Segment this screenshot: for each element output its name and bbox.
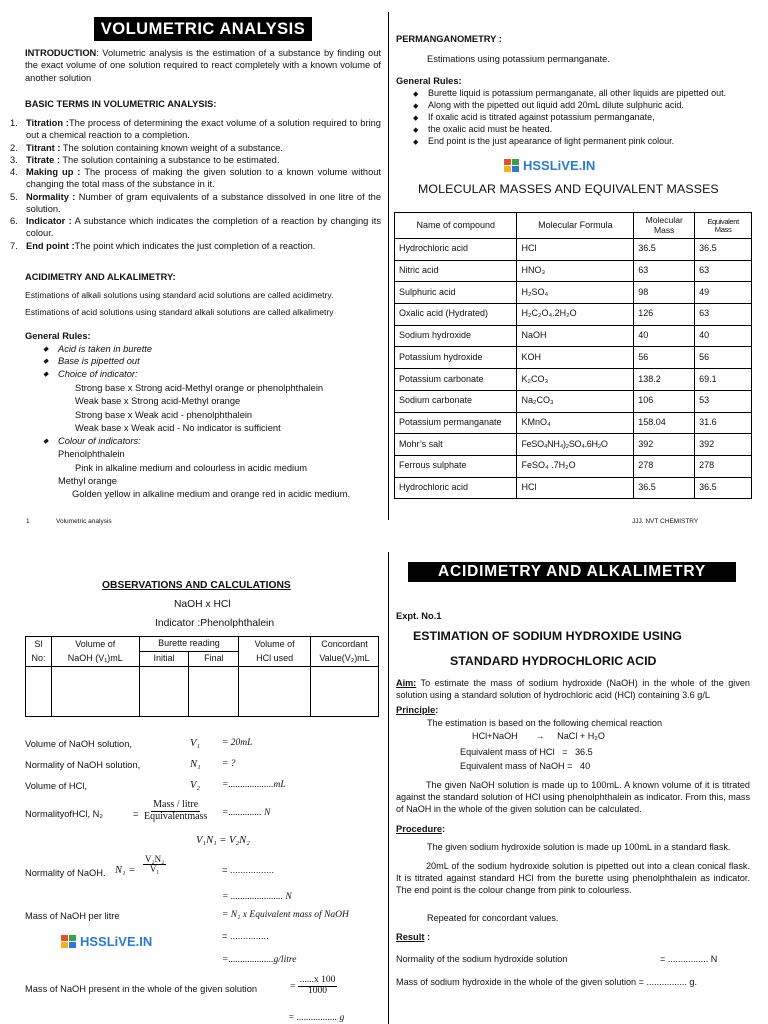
experiment-title-line2: STANDARD HYDROCHLORIC ACID (450, 654, 657, 668)
table-cell: HCl (517, 477, 634, 499)
naoh-normality2-value1: = ................. (222, 865, 274, 875)
table-row (395, 239, 752, 261)
molecular-masses-heading: MOLECULAR MASSES AND EQUIVALENT MASSES (418, 182, 719, 196)
procedure-step2: 20mL of the sodium hydroxide solution is pipetted out into a clean conical flask. It is titrated against standard HCl from the burette using phenolphthalein as indicator. The end point is the colour change from pink to colourless. (396, 861, 750, 895)
indicator-choice: Strong base x Weak acid - phenolphthalein (75, 409, 253, 420)
table-cell: Sulphuric acid (395, 282, 517, 304)
intro-label: INTRODUCTION (25, 48, 97, 58)
term-item: 4. Making up : The process of making the given solution to a known volume without changing the total mass of the substance in it. (10, 167, 381, 190)
general-rules-heading: General Rules: (25, 331, 91, 341)
table-row (395, 390, 752, 412)
basic-terms-heading: BASIC TERMS IN VOLUMETRIC ANALYSIS: (25, 99, 217, 109)
table-cell: H₂C₂O₄.2H₂O (517, 304, 634, 326)
table-cell: 31.6 (695, 412, 752, 434)
table-cell: 36.5 (634, 477, 695, 499)
observations-subtitle: NaOH x HCl (174, 599, 231, 610)
table-cell: 63 (695, 304, 752, 326)
table-cell: Potassium hydroxide (395, 347, 517, 369)
table-cell: 49 (695, 282, 752, 304)
principle-text: The estimation is based on the following chemical reaction (427, 718, 663, 728)
table-cell: HNO₃ (517, 260, 634, 282)
term-item: 1. Titration :The process of determining the exact volume of a solution required to bring out a chemical reaction to a completion. (10, 118, 381, 141)
equivalent-mass-naoh: Equivalent mass of NaOH = 40 (460, 761, 591, 771)
naoh-volume-label: Volume of NaOH solution, (25, 739, 132, 749)
procedure-label: Procedure: (396, 824, 446, 834)
principle-paragraph: The given NaOH solution is made up to 100mL. A known volume of it is titrated against the standard solution of HCl using phenolphthalein as indicator. From this, mass of NaOH in the whole of the given solution can be calculated. (396, 780, 750, 814)
mass-whole-label: Mass of NaOH present in the whole of the given solution (25, 984, 258, 994)
experiment-number: Expt. No.1 (396, 611, 442, 621)
rule-item: ◆ Acid is taken in burette (40, 343, 152, 355)
rule-item: ◆ End point is the just apearance of light permanent pink colour. (410, 136, 726, 148)
naoh-normality2-fraction: $\frac{\text{V₂N₂}}{\text{V₁}}$ (145, 854, 165, 875)
table-row (395, 412, 752, 434)
mass-per-litre-value2: = ............... (222, 931, 269, 941)
indicator-subtitle: Indicator :Phenolphthalein (155, 618, 275, 629)
naoh-normality-value: = ? (222, 759, 236, 769)
table-cell: Potassium permanganate (395, 412, 517, 434)
table-row (395, 369, 752, 391)
table-cell[interactable] (311, 667, 379, 717)
table-cell: Nitric acid (395, 260, 517, 282)
mass-per-litre-label: Mass of NaOH per litre (25, 911, 120, 921)
table-header-row (395, 213, 752, 239)
mass-whole-fraction: = $\frac{......x 100}{1000}$ (290, 975, 336, 996)
logo-text: HSSLiVE.IN (80, 934, 153, 949)
mass-per-litre-value1: = N₁ x Equivalent mass of NaOH (222, 910, 349, 920)
page-title: VOLUMETRIC ANALYSIS (94, 17, 312, 41)
table-row (395, 477, 752, 499)
table-body (395, 239, 752, 499)
naoh-normality2-symbol: N₁ = (115, 865, 136, 876)
table-header: Name of compound (395, 213, 517, 239)
table-cell: 138.2 (634, 369, 695, 391)
result-normality-label: Normality of the sodium hydroxide solution (396, 954, 568, 964)
table-header: Molecular Formula (517, 213, 634, 239)
result-normality-value: = ................ N (660, 954, 718, 964)
permanganometry-text: Estimations using potassium permanganate. (427, 54, 610, 64)
table-cell: 126 (634, 304, 695, 326)
table-cell: Mohr’s salt (395, 434, 517, 456)
table-cell: 40 (695, 325, 752, 347)
result-label: Result : (396, 932, 431, 942)
table-row (395, 282, 752, 304)
table-cell: 56 (634, 347, 695, 369)
normality-relation: V₁N₁ = V₂N₂ (196, 835, 250, 846)
aim-paragraph (396, 677, 750, 701)
table-header: Initial (139, 652, 189, 667)
table-cell: 98 (634, 282, 695, 304)
mass-per-litre-value3: =...................g/litre (222, 955, 297, 965)
principle-label: Principle: (396, 705, 439, 715)
table-header: Volume of NaOH (V₁)mL (51, 637, 139, 667)
aim-label: Aim: (396, 678, 417, 688)
table-header: Final (189, 652, 239, 667)
table-cell: Oxalic acid (Hydrated) (395, 304, 517, 326)
acid-rules-list (40, 343, 152, 380)
table-cell: 69.1 (695, 369, 752, 391)
table-cell: 36.5 (634, 239, 695, 261)
phenolphthalein-label: Phenolphthalein (58, 449, 125, 459)
footer-right: JJJ. NVT CHEMISTRY (632, 518, 699, 525)
table-cell: 392 (634, 434, 695, 456)
methyl-orange-colour: Golden yellow in alkaline medium and orange red in acidic medium. (72, 489, 351, 499)
term-item: 6. Indicator : A substance which indicates the completion of a reaction by changing its colour. (10, 216, 382, 239)
table-cell: 53 (695, 390, 752, 412)
hcl-volume-value: =...................mL (222, 780, 286, 790)
indicator-choice: Weak base x Strong acid-Methyl orange (75, 396, 241, 407)
molecular-masses-table (394, 212, 752, 499)
rule-item: ◆ Colour of indicators: (40, 435, 141, 447)
chemical-reaction: HCl+NaOH → NaCl + H₂O (472, 731, 605, 741)
procedure-step1: The given sodium hydroxide solution is made up 100mL in a standard flask. (427, 842, 731, 852)
table-cell: NaOH (517, 325, 634, 347)
table-cell: 106 (634, 390, 695, 412)
table-cell: 392 (695, 434, 752, 456)
alkalimetry-definition: Estimations of acid solutions using standard alkali solutions are called alkalimetry (25, 307, 334, 317)
table-cell: Sodium hydroxide (395, 325, 517, 347)
naoh-normality-label: Normality of NaOH solution, (25, 760, 141, 770)
table-header: Burette reading (139, 637, 239, 652)
acid-alk-heading: ACIDIMETRY AND ALKALIMETRY: (25, 272, 176, 282)
table-cell: Potassium carbonate (395, 369, 517, 391)
rule-item: ◆ Along with the pipetted out liquid add 20mL dilute sulphuric acid. (410, 100, 726, 112)
table-cell: FeSO₄NH₄)₂SO₄.6H₂O (517, 434, 634, 456)
table-cell: Hydrochloric acid (395, 239, 517, 261)
table-cell[interactable] (139, 667, 189, 717)
rule-item: ◆ Base is pipetted out (40, 355, 152, 367)
term-item: 5. Normality : Number of gram equivalents of a substance dissolved in one litre of the solution. (10, 191, 381, 214)
table-cell: K₂CO₃ (517, 369, 634, 391)
hcl-normality-equals: = (133, 809, 139, 819)
naoh-normality2-value2: = ...................... N (222, 892, 292, 902)
table-header: Volume of HCl used (239, 637, 311, 667)
table-row (395, 304, 752, 326)
table-cell: KMnO₄ (517, 412, 634, 434)
table-cell: H₂SO₄ (517, 282, 634, 304)
table-cell: 158.04 (634, 412, 695, 434)
table-cell: HCl (517, 239, 634, 261)
indicator-choice: Weak base x Weak acid - No indicator is sufficient (75, 422, 281, 433)
term-item: 7. End point :The point which indicates the just completion of a reaction. (10, 240, 316, 251)
table-cell[interactable] (189, 667, 239, 717)
hcl-volume-symbol: V₂ (190, 780, 201, 791)
hcl-normality-label: NormalityofHCl, N₂ (25, 809, 103, 819)
logo-icon (504, 159, 520, 173)
table-row (395, 455, 752, 477)
procedure-step3: Repeated for concordant values. (427, 913, 559, 923)
table-cell: 63 (634, 260, 695, 282)
hcl-volume-label: Volume of HCl, (25, 781, 88, 791)
table-cell[interactable] (26, 667, 52, 717)
aim-text: To estimate the mass of sodium hydroxide (NaOH) in the whole of the given solution using a standard solution of hydrochloric acid (HCl) containing 3.6 g/L (396, 678, 750, 700)
indicator-choices (75, 382, 323, 435)
table-cell: 278 (634, 455, 695, 477)
rule-item: ◆ Choice of indicator: (40, 368, 152, 380)
naoh-normality2-label: Normality of NaOH. (25, 868, 106, 878)
table-cell: FeSO₄ .7H₂O (517, 455, 634, 477)
introduction (25, 47, 381, 84)
table-cell: Ferrous sulphate (395, 455, 517, 477)
table-cell[interactable] (239, 667, 311, 717)
table-row (395, 260, 752, 282)
table-cell: KOH (517, 347, 634, 369)
observations-heading: OBSERVATIONS AND CALCULATIONS (102, 580, 291, 591)
footer-page-number: 1 (26, 518, 30, 525)
equivalent-mass-hcl: Equivalent mass of HCl = 36.5 (460, 747, 593, 757)
experiment-title-line1: ESTIMATION OF SODIUM HYDROXIDE USING (413, 629, 682, 643)
table-cell: 36.5 (695, 239, 752, 261)
table-cell: Hydrochloric acid (395, 477, 517, 499)
rule-item: ◆ If oxalic acid is titrated against potassium permanganate, (410, 112, 726, 124)
observation-table (25, 636, 379, 717)
logo-icon (61, 935, 77, 949)
table-cell: Na₂CO₃ (517, 390, 634, 412)
hsslive-logo (504, 157, 595, 174)
naoh-normality-symbol: N₁ (190, 759, 201, 770)
permanganometry-rules (410, 88, 726, 147)
table-row (26, 667, 379, 717)
table-cell[interactable] (51, 667, 139, 717)
right-general-rules-heading: General Rules: (396, 76, 462, 86)
permanganometry-heading: PERMANGANOMETRY : (396, 34, 502, 44)
table-header: Concordant Value(V₂)mL (311, 637, 379, 667)
table-cell: 278 (695, 455, 752, 477)
result-mass: Mass of sodium hydroxide in the whole of the given solution = ................ g. (396, 977, 698, 987)
acidimetry-definition: Estimations of alkali solutions using standard acid solutions are called acidimetry. (25, 290, 334, 300)
term-item: 2. Titrant : The solution containing known weight of a substance. (10, 142, 284, 153)
rule-item: ◆ Burette liquid is potassium permanganate, all other liquids are pipetted out. (410, 88, 726, 100)
table-cell: 36.5 (695, 477, 752, 499)
naoh-volume-symbol: V₁ (190, 738, 201, 749)
intro-text: : Volumetric analysis is the estimation of a substance by finding out the exact volume of one solution required to react completely with a known volume of another solution (25, 48, 381, 83)
table-cell: 40 (634, 325, 695, 347)
rule-item-continuation: ◆ the oxalic acid must be heated. (410, 124, 726, 136)
methyl-orange-label: Methyl orange (58, 476, 117, 486)
table-header: Sl No: (26, 637, 52, 667)
hcl-normality-value: =.............. N (222, 808, 271, 818)
indicator-choice: Strong base x Strong acid-Methyl orange or phenolphthalein (75, 383, 324, 393)
colour-rule (40, 435, 141, 447)
naoh-volume-value: = 20mL (222, 738, 253, 748)
term-item: 3. Titrate : The solution containing a substance to be estimated. (10, 154, 280, 165)
hsslive-logo (61, 933, 152, 950)
table-row (395, 325, 752, 347)
section-title: ACIDIMETRY AND ALKALIMETRY (408, 562, 736, 582)
phenolphthalein-colour: Pink in alkaline medium and colourless in acidic medium (75, 463, 308, 473)
footer-left: Volumetric analysis (56, 518, 112, 525)
terms-list (10, 117, 381, 252)
table-header: Equivalent Mass (695, 213, 752, 239)
hcl-normality-fraction: $\frac{\text{Mass / litre}}{\text{Equivalentmass}}$ (144, 799, 208, 822)
table-row (395, 434, 752, 456)
table-cell: 63 (695, 260, 752, 282)
table-cell: 56 (695, 347, 752, 369)
logo-text: HSSLiVE.IN (523, 158, 596, 173)
table-row (395, 347, 752, 369)
table-header: Molecular Mass (634, 213, 695, 239)
column-divider (388, 552, 389, 1024)
table-cell: Sodium carbonate (395, 390, 517, 412)
column-divider (388, 12, 389, 520)
mass-whole-value: = ................. g (288, 1013, 345, 1023)
